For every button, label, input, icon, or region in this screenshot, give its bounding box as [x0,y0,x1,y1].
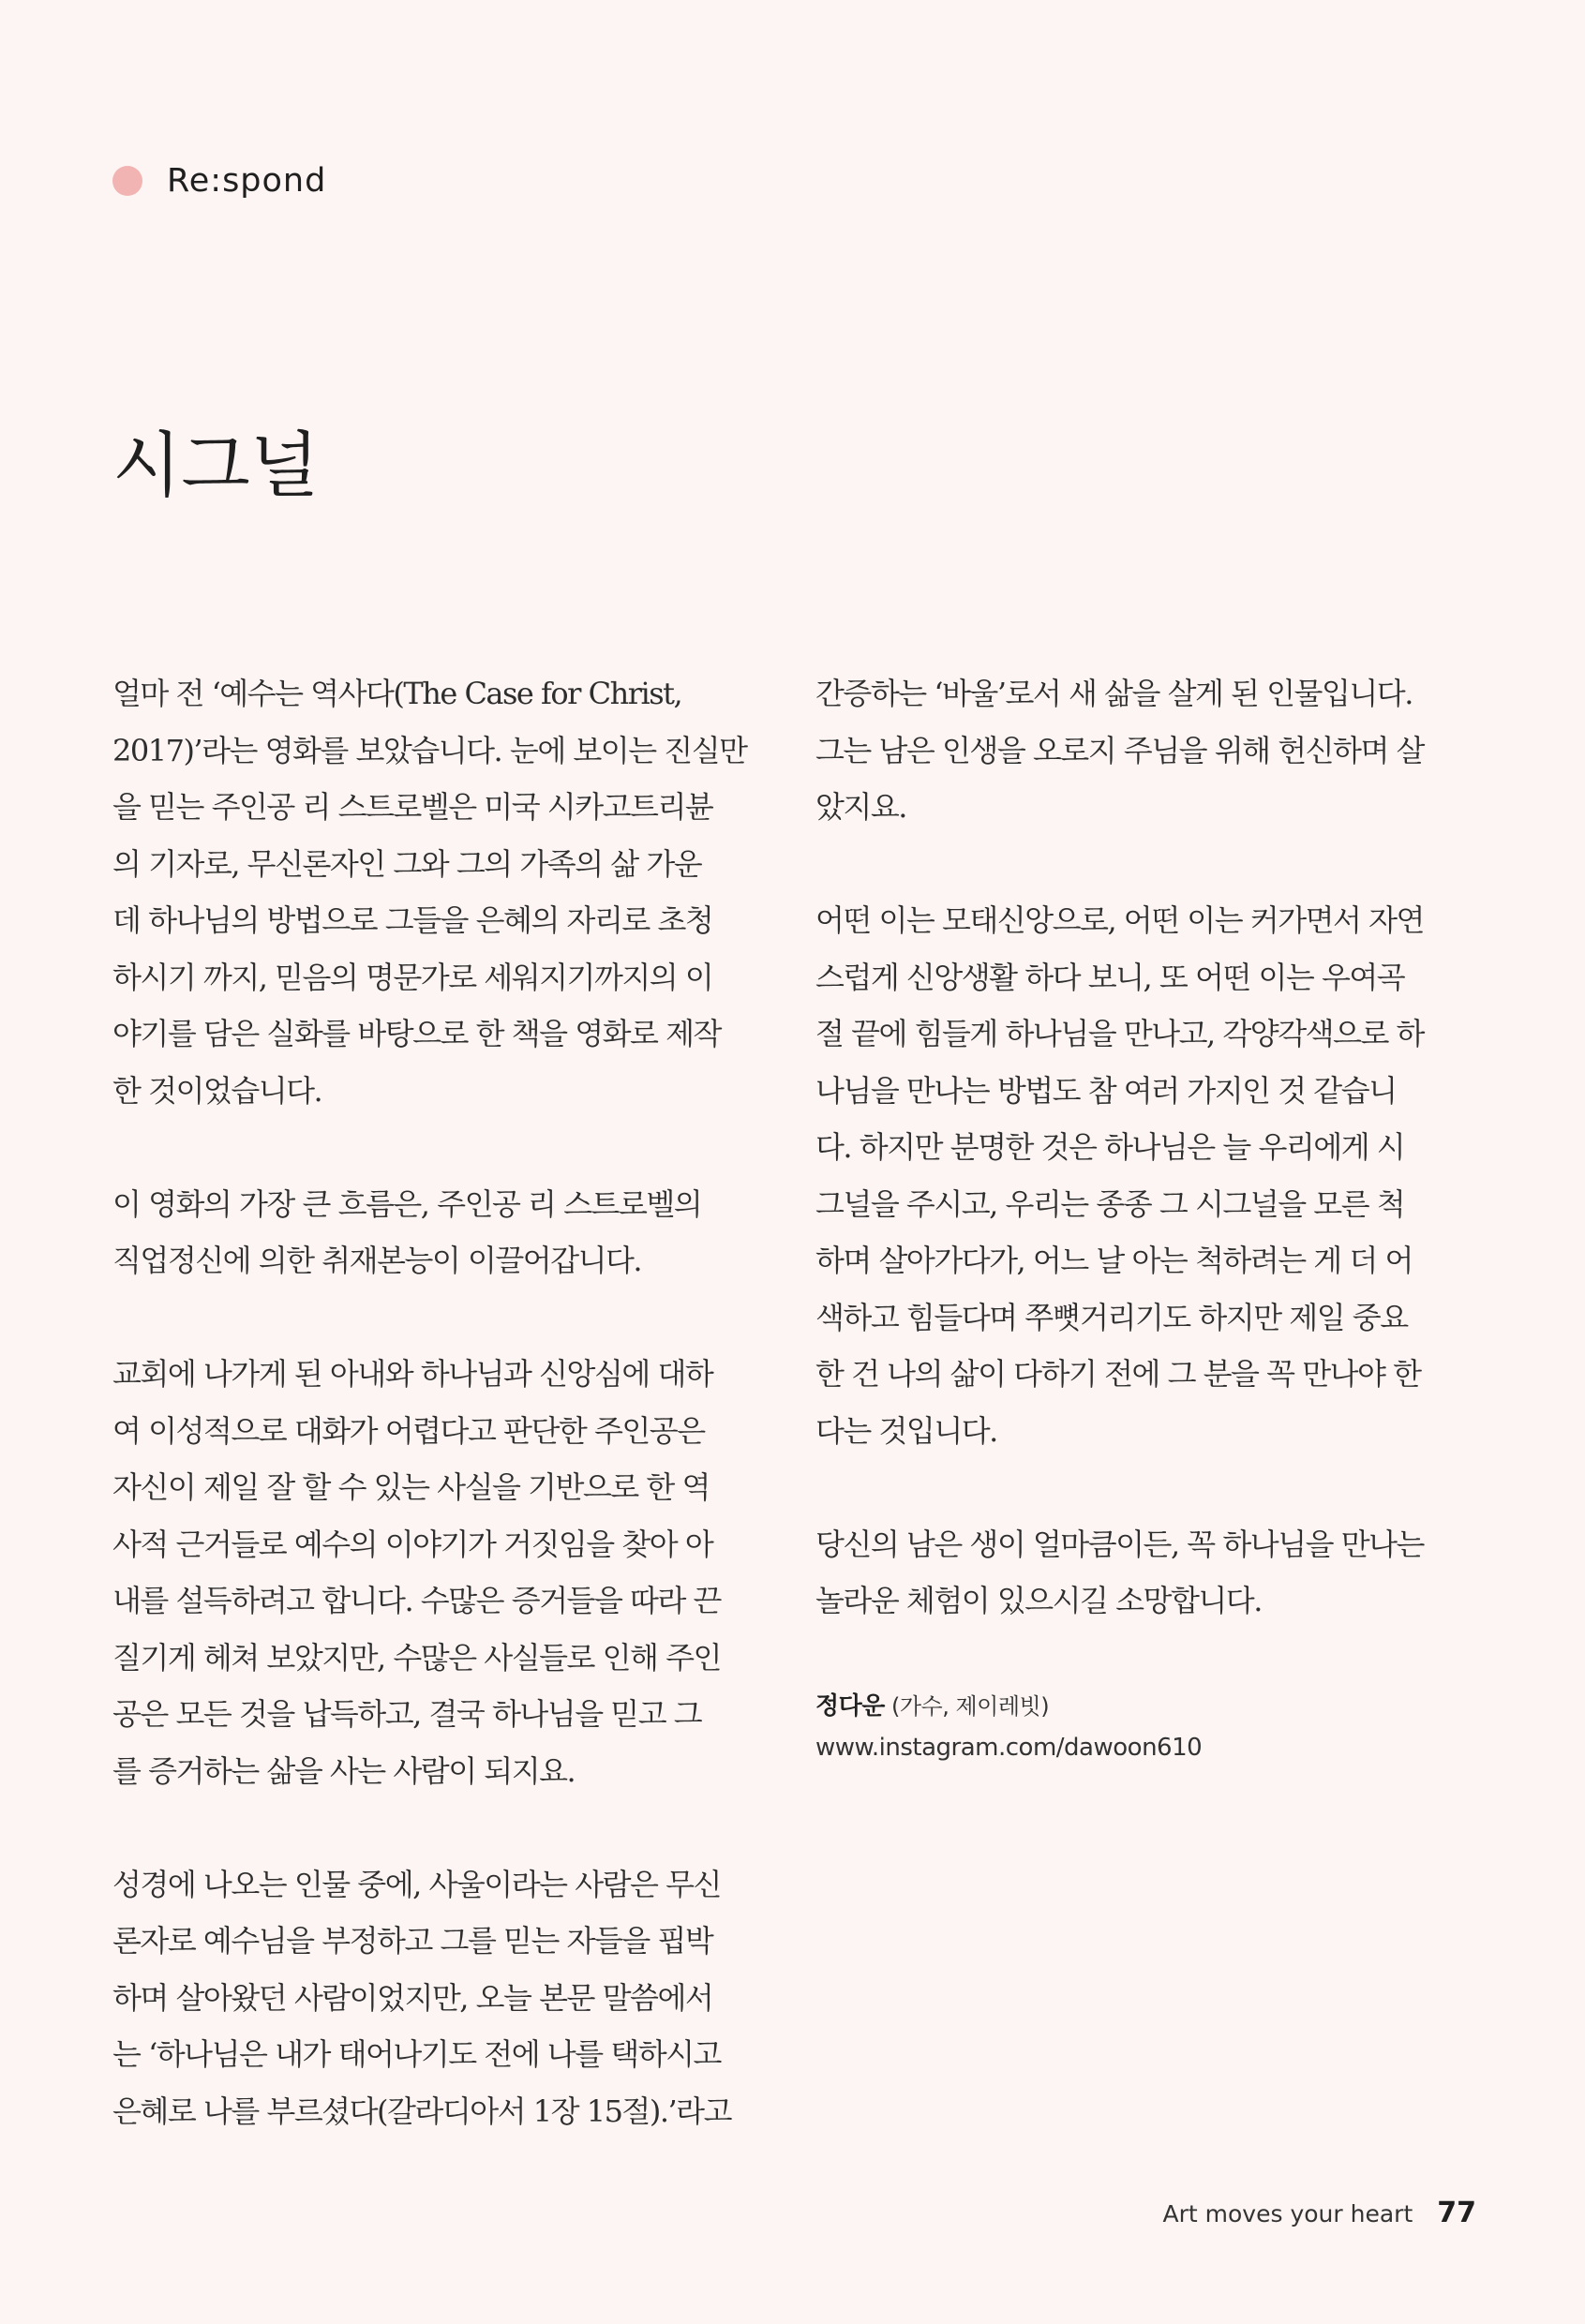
author-line [815,1686,1476,1727]
left-column [112,665,773,2197]
text-line: 직업정신에 의한 취재본능이 이끌어갑니다. [112,1243,642,1278]
text-line: 나님을 만나는 방법도 참 여러 가지인 것 같습니 [815,1072,1397,1109]
text-line: 이 영화의 가장 큰 흐름은, 주인공 리 스트로벨의 [112,1185,702,1222]
text-line: 자신이 제일 잘 할 수 있는 사실을 기반으로 한 역 [112,1469,710,1505]
text-line: 사적 근거들로 예수의 이야기가 거짓임을 찾아 아 [112,1526,713,1562]
text-line: 의 기자로, 무신론자인 그와 그의 가족의 삶 가운 [112,845,702,882]
text-line: 스럽게 신앙생활 하다 보니, 또 어떤 이는 우여곡 [815,959,1405,995]
text-line: 2017)’라는 영화를 보았습니다. 눈에 보이는 진실만 [112,732,747,768]
text-line: 얼마 전 ‘예수는 역사다(The Case for Christ, [112,676,682,711]
text-line: 어떤 이는 모태신앙으로, 어떤 이는 커가면서 자연 [815,902,1424,938]
author-role: (가수, 제이레빗) [884,1693,1050,1720]
text-line: 내를 설득하려고 합니다. 수많은 증거들을 따라 끈 [112,1583,721,1618]
footer-tagline: Art moves your heart [1162,2200,1413,2227]
paragraph [815,1516,1476,1630]
text-line: 를 증거하는 삶을 사는 사람이 되지요. [112,1752,576,1789]
paragraph [112,665,773,1119]
paragraph [112,1176,773,1289]
text-line: 공은 모든 것을 납득하고, 결국 하나님을 믿고 그 [112,1696,702,1732]
text-line: 하시기 까지, 믿음의 명문가로 세워지기까지의 이 [112,959,713,995]
paragraph [815,892,1476,1459]
text-line: 는 ‘하나님은 내가 태어나기도 전에 나를 택하시고 [112,2036,721,2072]
right-column [815,665,1476,1768]
section-label: Re:spond [167,162,327,200]
text-line: 다는 것입니다. [815,1412,997,1449]
text-line: 당신의 남은 생이 얼마큼이든, 꼭 하나님을 만나는 [815,1526,1424,1562]
text-line: 을 믿는 주인공 리 스트로벨은 미국 시카고트리뷴 [112,789,713,825]
text-line: 색하고 힘들다며 쭈뼛거리기도 하지만 제일 중요 [815,1299,1408,1335]
paragraph [112,1856,773,2140]
text-line: 았지요. [815,789,906,825]
text-line: 교회에 나가게 된 아내와 하나님과 신앙심에 대하 [112,1356,713,1392]
author-name: 정다운 [815,1692,885,1721]
article-title: 시그널 [112,424,320,507]
text-line: 하며 살아왔던 사람이었지만, 오늘 본문 말씀에서 [112,1979,713,2016]
text-line: 그널을 주시고, 우리는 종종 그 시그널을 모른 척 [815,1185,1405,1222]
text-line: 론자로 예수님을 부정하고 그를 믿는 자들을 핍박 [112,1923,713,1959]
text-line: 은혜로 나를 부르셨다(갈라디아서 1장 15절).’라고 [112,2093,731,2129]
section-dot-icon [112,166,142,196]
text-line: 절 끝에 힘들게 하나님을 만나고, 각양각색으로 하 [815,1016,1424,1051]
section-header [112,161,326,201]
text-line: 야기를 담은 실화를 바탕으로 한 책을 영화로 제작 [112,1016,721,1051]
text-line: 여 이성적으로 대화가 어렵다고 판단한 주인공은 [112,1412,705,1449]
paragraph [815,665,1476,836]
text-line: 놀라운 체험이 있으시길 소망합니다. [815,1583,1262,1618]
page-number: 77 [1437,2197,1476,2229]
text-line: 다. 하지만 분명한 것은 하나님은 늘 우리에게 시 [815,1129,1405,1165]
paragraph [112,1346,773,1799]
text-line: 한 건 나의 삶이 다하기 전에 그 분을 꼭 만나야 한 [815,1356,1421,1392]
text-line: 한 것이었습니다. [112,1072,322,1109]
page-footer [1163,2197,1476,2229]
text-line: 하며 살아가다가, 어느 날 아는 척하려는 게 더 어 [815,1243,1413,1278]
author-credit [815,1686,1476,1768]
text-line: 간증하는 ‘바울’로서 새 삶을 살게 된 인물입니다. [815,676,1413,711]
text-line: 성경에 나오는 인물 중에, 사울이라는 사람은 무신 [112,1866,721,1902]
author-link[interactable]: www.instagram.com/dawoon610 [815,1734,1203,1762]
text-line: 데 하나님의 방법으로 그들을 은혜의 자리로 초청 [112,902,713,938]
text-line: 그는 남은 인생을 오로지 주님을 위해 헌신하며 살 [815,732,1424,768]
text-line: 질기게 헤쳐 보았지만, 수많은 사실들로 인해 주인 [112,1639,721,1676]
